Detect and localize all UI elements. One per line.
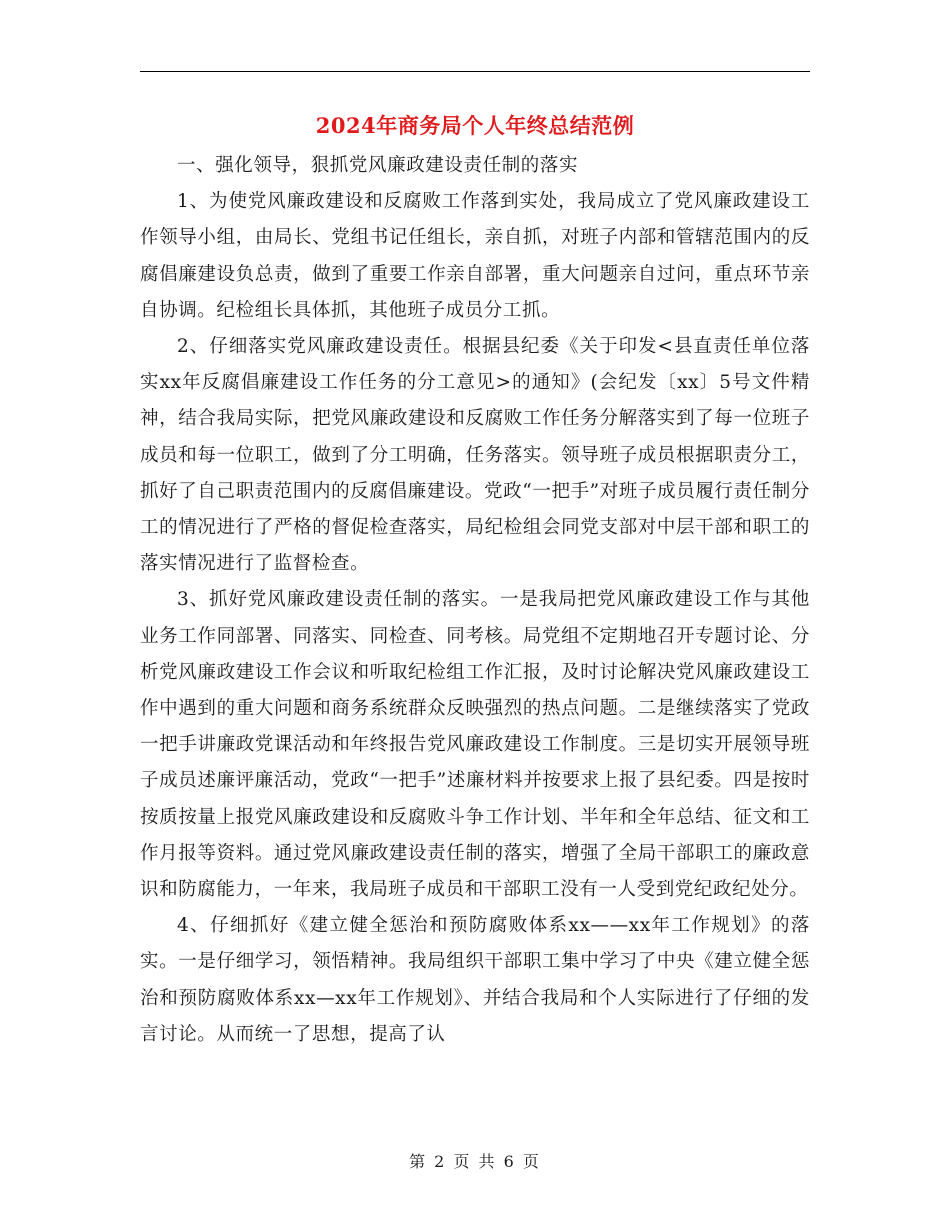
- body-paragraph: 4、仔细抓好《建立健全惩治和预防腐败体系xx——xx年工作规划》的落实。一是仔细学习，领悟精神。我局组织干部职工集中学习了中央《建立健全惩治和预防腐败体系xx—xx年工作规划》、并结合我局和个人实际进行了仔细的发言讨论。从而统一了思想，提高了认: [140, 915, 810, 1045]
- body-paragraph: 1、为使党风廉政建设和反腐败工作落到实处，我局成立了党风廉政建设工作领导小组，由局长、党组书记任组长，亲自抓，对班子内部和管辖范围内的反腐倡廉建设负总责，做到了重要工作亲自部署，重大问题亲自过问，重点环节亲自协调。纪检组长具体抓，其他班子成员分工抓。: [140, 191, 810, 321]
- section-heading: 一、强化领导，狠抓党风廉政建设责任制的落实: [177, 155, 579, 176]
- document-title: 2024年商务局个人年终总结范例: [315, 113, 635, 138]
- body-paragraph: 3、抓好党风廉政建设责任制的落实。一是我局把党风廉政建设工作与其他业务工作同部署、同落实、同检查、同考核。局党组不定期地召开专题讨论、分析党风廉政建设工作会议和听取纪检组工作汇报，及时讨论解决党风廉政建设工作中遇到的重大问题和商务系统群众反映强烈的热点问题。二是继续落实了党政一把手讲廉政党课活动和年终报告党风廉政建设工作制度。三是切实开展领导班子成员述廉评廉活动，党政“一把手”述廉材料并按要求上报了县纪委。四是按时按质按量上报党风廉政建设和反腐败斗争工作计划、半年和全年总结、征文和工作月报等资料。通过党风廉政建设责任制的落实，增强了全局干部职工的廉政意识和防腐能力，一年来，我局班子成员和干部职工没有一人受到党纪政纪处分。: [140, 589, 810, 901]
- header-rule: [140, 71, 810, 72]
- page-number: 第 2 页 共 6 页: [409, 1152, 541, 1171]
- document-body: [140, 148, 810, 1053]
- body-paragraph: 2、仔细落实党风廉政建设责任。根据县纪委《关于印发<县直责任单位落实xx年反腐倡廉建设工作任务的分工意见>的通知》(会纪发〔xx〕5号文件精神，结合我局实际，把党风廉政建设和反腐败工作任务分解落实到了每一位班子成员和每一位职工，做到了分工明确，任务落实。领导班子成员根据职责分工，抓好了自己职责范围内的反腐倡廉建设。党政“一把手”对班子成员履行责任制分工的情况进行了严格的督促检查落实，局纪检组会同党支部对中层干部和职工的落实情况进行了监督检查。: [140, 336, 810, 575]
